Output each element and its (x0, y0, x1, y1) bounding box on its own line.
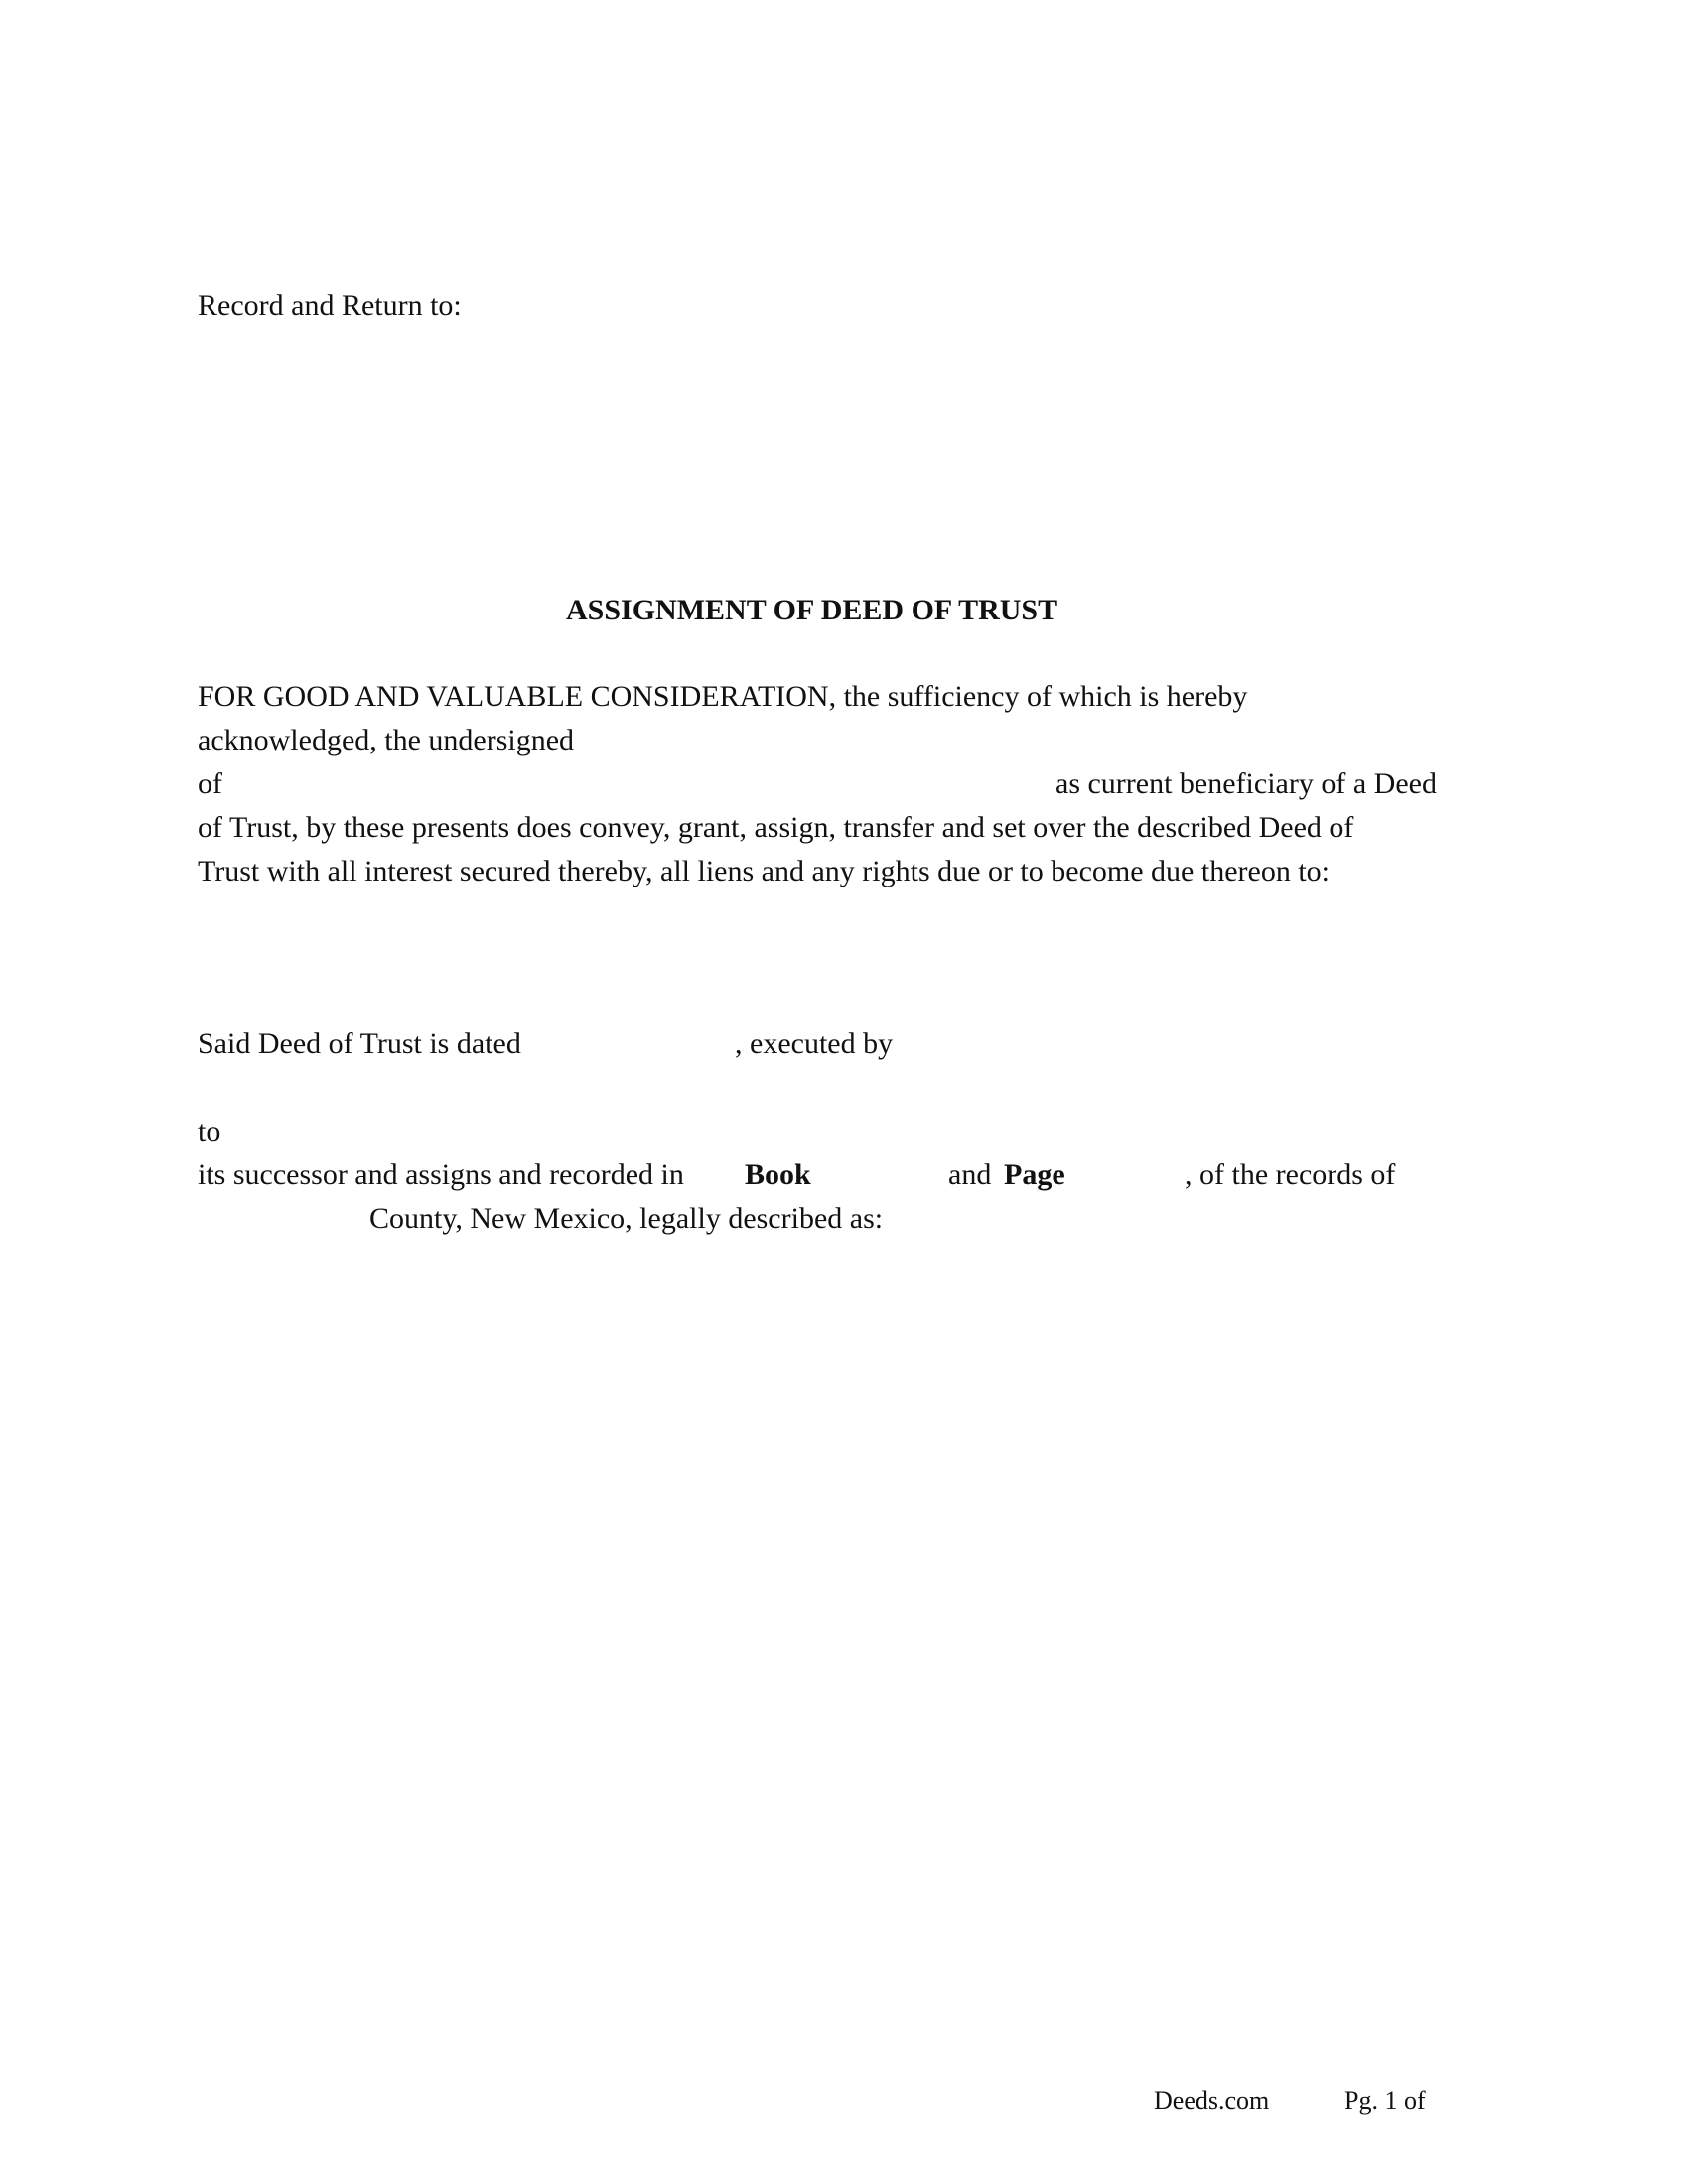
records-of-label: , of the records of (1185, 1159, 1396, 1191)
page-label: Page (1004, 1159, 1065, 1191)
dated-label: Said Deed of Trust is dated (198, 1027, 521, 1060)
book-label: Book (745, 1159, 811, 1191)
document-title: ASSIGNMENT OF DEED OF TRUST (566, 594, 1058, 626)
to-label: to (198, 1115, 221, 1148)
consideration-line-1: FOR GOOD AND VALUABLE CONSIDERATION, the sufficiency of which is hereby (198, 680, 1248, 713)
consideration-line-2: acknowledged, the undersigned (198, 724, 575, 756)
and-label: and (948, 1159, 992, 1191)
footer-page-indicator: Pg. 1 of (1344, 2086, 1426, 2115)
footer-site: Deeds.com (1154, 2086, 1270, 2115)
consideration-line-4: of Trust, by these presents does convey, grant, assign, transfer and set over the described Deed of (198, 811, 1354, 844)
recorded-in-label: its successor and assigns and recorded in (198, 1159, 684, 1191)
executed-by-label: , executed by (735, 1027, 894, 1060)
of-label: of (198, 767, 222, 800)
record-return-label: Record and Return to: (198, 289, 462, 322)
consideration-line-5: Trust with all interest secured thereby, all liens and any rights due or to become due thereon to: (198, 855, 1330, 887)
county-line: County, New Mexico, legally described as: (369, 1202, 884, 1235)
beneficiary-text: as current beneficiary of a Deed (1055, 767, 1437, 800)
